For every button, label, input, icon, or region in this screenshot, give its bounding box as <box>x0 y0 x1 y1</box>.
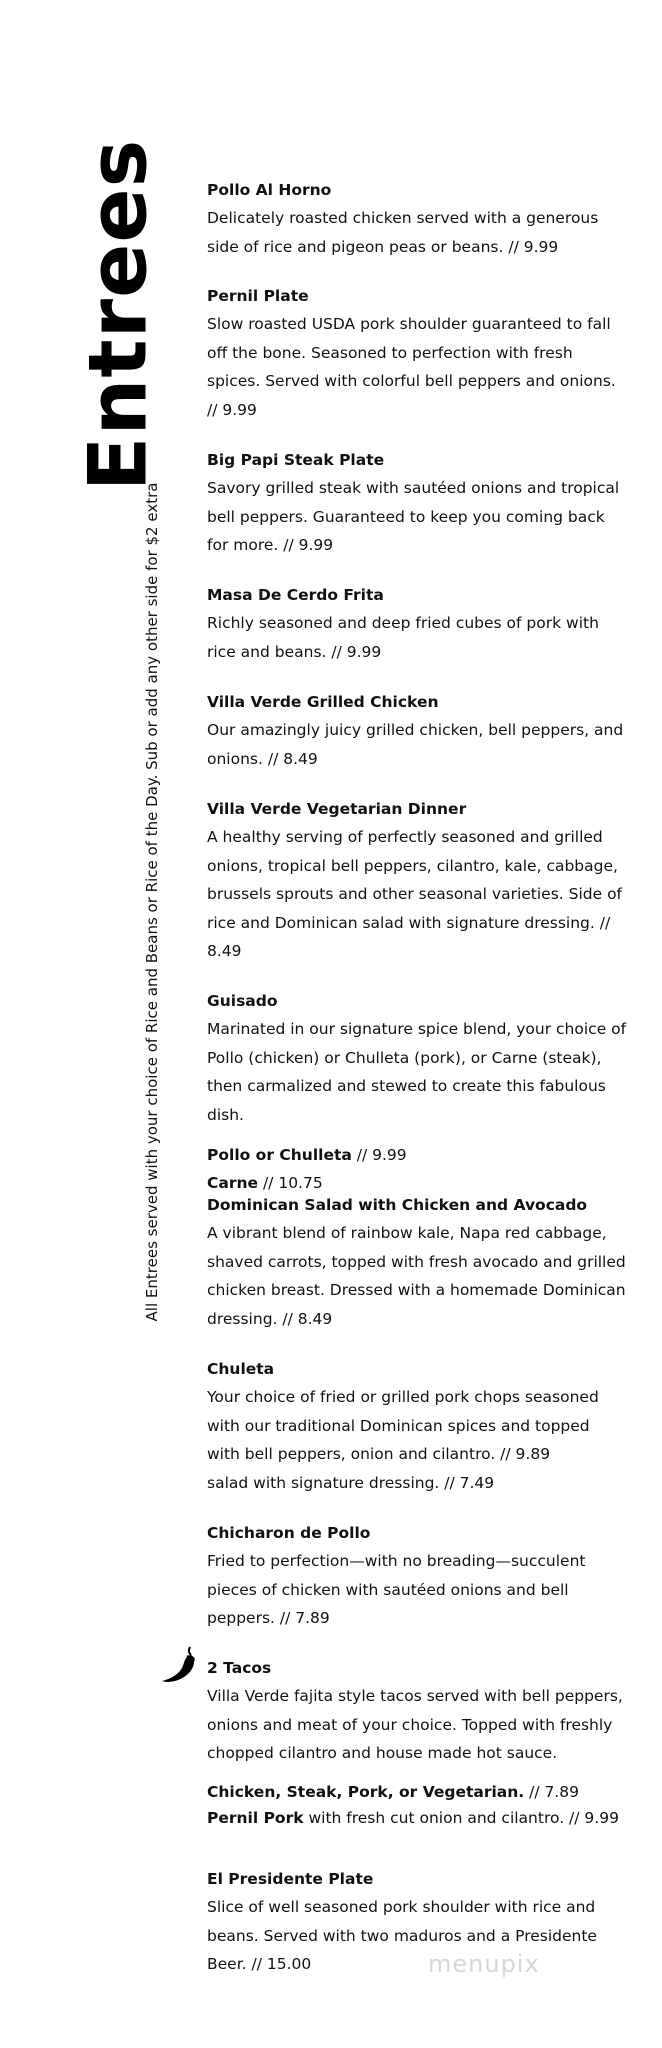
menu-item-chuleta <box>207 1355 627 1497</box>
option-price: // 9.99 <box>351 1146 407 1164</box>
option-line <box>207 1141 627 1169</box>
option-line <box>207 1778 627 1806</box>
item-name: Chuleta <box>207 1360 275 1378</box>
menu-item-masa-de-cerdo-frita <box>207 581 627 666</box>
menu-item-chicharon-de-pollo <box>207 1519 627 1633</box>
item-name: Villa Verde Vegetarian Dinner <box>207 800 467 818</box>
item-description: A vibrant blend of rainbow kale, Napa red cabbage, shaved carrots, topped with fresh avocado and grilled chicken breast. Dressed with a homemade Dominican dressing. // 8.49 <box>207 1224 626 1328</box>
item-name: Pollo Al Horno <box>207 181 332 199</box>
item-name: Dominican Salad with Chicken and Avocado <box>207 1196 588 1214</box>
item-options <box>207 1141 627 1197</box>
option-label: Pernil Pork <box>207 1808 304 1827</box>
option-label: Pollo or Chulleta <box>207 1146 352 1164</box>
option-label: Chicken, Steak, Pork, or Vegetarian. <box>207 1782 525 1801</box>
item-name: Villa Verde Grilled Chicken <box>207 693 439 711</box>
option-label: Carne <box>207 1174 259 1192</box>
item-description: Marinated in our signature spice blend, your choice of Pollo (chicken) or Chulleta (pork), or Carne (steak), then carmalized and stewed to create this fabulous dish. <box>207 1020 627 1124</box>
item-description: A healthy serving of perfectly seasoned and grilled onions, tropical bell peppers, cilantro, kale, cabbage, brussels sprouts and other seasonal varieties. Side of rice and Dominican salad with signature dressing. // 8.49 <box>207 828 623 960</box>
item-extra-line: salad with signature dressing. // 7.49 <box>207 1473 495 1492</box>
menu-item-el-presidente-plate <box>207 1865 627 1979</box>
menu-item-villa-verde-grilled-chicken <box>207 688 627 773</box>
menu-item-pernil-plate <box>207 282 627 424</box>
item-description: Savory grilled steak with sautéed onions and tropical bell peppers. Guaranteed to keep you coming back for more. // 9.99 <box>207 479 620 554</box>
item-name: Masa De Cerdo Frita <box>207 586 384 604</box>
item-name: Guisado <box>207 992 278 1010</box>
watermark: menupix <box>428 1950 540 1978</box>
item-name: Chicharon de Pollo <box>207 1524 371 1542</box>
page-title: Entrees <box>71 138 165 492</box>
item-description: Delicately roasted chicken served with a generous side of rice and pigeon peas or beans. // 9.99 <box>207 209 599 256</box>
item-description: Slow roasted USDA pork shoulder guaranteed to fall off the bone. Seasoned to perfection with fresh spices. Served with colorful bell peppers and onions. // 9.99 <box>207 315 616 419</box>
item-name: 2 Tacos <box>207 1659 272 1677</box>
item-description: Slice of well seasoned pork shoulder with rice and beans. Served with two maduros and a Presidente Beer. // 15.00 <box>207 1898 597 1973</box>
item-description: Villa Verde fajita style tacos served with bell peppers, onions and meat of your choice. Topped with freshly chopped cilantro and house made hot sauce. <box>207 1687 623 1762</box>
item-options <box>207 1778 627 1830</box>
item-name: Big Papi Steak Plate <box>207 451 385 469</box>
option-line <box>207 1806 627 1830</box>
item-description: Our amazingly juicy grilled chicken, bell peppers, and onions. // 8.49 <box>207 721 624 768</box>
option-price: with fresh cut onion and cilantro. // 9.99 <box>303 1808 619 1827</box>
menu-item-dominican-salad <box>207 1191 627 1333</box>
menu-item-2-tacos <box>207 1654 627 1830</box>
menu-item-guisado <box>207 987 627 1197</box>
item-description: Your choice of fried or grilled pork chops seasoned with our traditional Dominican spices and topped with bell peppers, onion and cilantro. // 9.89 <box>207 1388 599 1463</box>
menu-item-big-papi-steak-plate <box>207 446 627 560</box>
option-price: // 7.89 <box>524 1782 579 1801</box>
item-description: Fried to perfection—with no breading—succulent pieces of chicken with sautéed onions and bell peppers. // 7.89 <box>207 1552 586 1627</box>
option-price: // 10.75 <box>258 1174 323 1192</box>
item-name: El Presidente Plate <box>207 1870 374 1888</box>
item-description: Richly seasoned and deep fried cubes of pork with rice and beans. // 9.99 <box>207 614 599 661</box>
entrees-side-note: All Entrees served with your choice of Rice and Beans or Rice of the Day. Sub or add any other side for $2 extra <box>143 482 161 1322</box>
chili-pepper-icon <box>160 1643 200 1687</box>
item-name: Pernil Plate <box>207 287 309 305</box>
menu-item-villa-verde-vegetarian-dinner <box>207 795 627 966</box>
menu-item-pollo-al-horno <box>207 176 627 261</box>
